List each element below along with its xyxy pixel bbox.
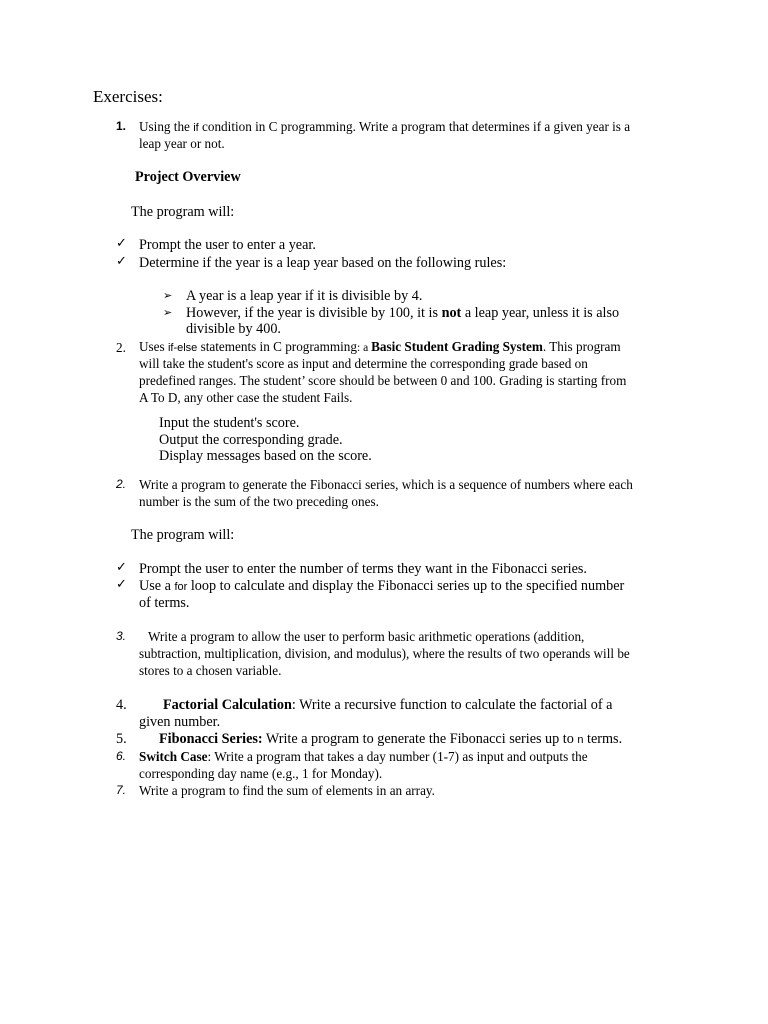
item-5-number: 5. <box>116 731 127 747</box>
check-icon: ✓ <box>116 577 127 592</box>
item-7-number: 7. <box>116 783 127 797</box>
check-icon: ✓ <box>116 254 127 269</box>
overview-item-2: Determine if the year is a leap year based on the following rules: <box>139 255 507 271</box>
exercise-4-line-2: subtraction, multiplication, division, and modulus), where the results of two operands will be <box>139 646 630 661</box>
exercise-4-number: 3. <box>116 629 127 643</box>
check-icon: ✓ <box>116 560 127 575</box>
exercise-4-line-3: stores to a chosen variable. <box>139 663 282 678</box>
exercise-2-number: 2. <box>116 340 126 355</box>
exercise-2-line-2: will take the student's score as input and determine the corresponding grade based on <box>139 356 588 371</box>
rule-2-line-2: divisible by 400. <box>186 321 281 337</box>
arrow-bullet-icon: ➢ <box>163 289 173 302</box>
exercise-1-number: 1. <box>116 119 127 133</box>
program-will-intro-2: The program will: <box>131 527 235 543</box>
exercise-1-line-2: leap year or not. <box>139 136 225 151</box>
fibonacci-item-2-line-2: of terms. <box>139 595 190 611</box>
rule-2-line-1: However, if the year is divisible by 100, it is not a leap year, unless it is also <box>186 305 620 321</box>
rule-1: A year is a leap year if it is divisible by 4. <box>186 288 423 304</box>
exercise-2-line-1: Uses if-else statements in C programming: a Basic Student Grading System. This program <box>139 339 621 354</box>
exercise-2-line-3: predefined ranges. The student’ score should be between 0 and 100. Grading is starting from <box>139 373 627 388</box>
item-6-line-2: corresponding day name (e.g., 1 for Monday). <box>139 766 383 781</box>
item-5-line: Fibonacci Series: Write a program to generate the Fibonacci series up to n terms. <box>159 731 623 747</box>
item-4-number: 4. <box>116 697 127 713</box>
exercise-3-line-1: Write a program to generate the Fibonacci series, which is a sequence of numbers where each <box>139 477 633 492</box>
project-overview-title: Project Overview <box>135 169 241 185</box>
item-7-line: Write a program to find the sum of elements in an array. <box>139 783 435 798</box>
exercise-3-line-2: number is the sum of the two preceding ones. <box>139 494 379 509</box>
grading-task-2: Output the corresponding grade. <box>159 432 343 448</box>
item-6-line-1: Switch Case: Write a program that takes a day number (1-7) as input and outputs the <box>139 749 588 764</box>
grading-task-1: Input the student's score. <box>159 415 300 431</box>
exercise-3-number: 2. <box>116 477 127 491</box>
page-heading: Exercises: <box>93 87 163 106</box>
fibonacci-item-1: Prompt the user to enter the number of terms they want in the Fibonacci series. <box>139 561 587 577</box>
item-6-number: 6. <box>116 749 127 763</box>
program-will-intro-1: The program will: <box>131 204 235 220</box>
item-4-line-1: Factorial Calculation: Write a recursive function to calculate the factorial of a <box>163 697 613 713</box>
grading-task-3: Display messages based on the score. <box>159 448 372 464</box>
overview-item-1: Prompt the user to enter a year. <box>139 237 316 253</box>
exercise-1-line-1: Using the if condition in C programming. Write a program that determines if a given year is a <box>139 119 631 134</box>
fibonacci-item-2: Use a for loop to calculate and display the Fibonacci series up to the specified number <box>139 578 625 594</box>
item-4-line-2: given number. <box>139 714 221 730</box>
exercise-2-line-4: A To D, any other case the student Fails. <box>139 390 353 405</box>
arrow-bullet-icon: ➢ <box>163 306 173 319</box>
exercise-4-line-1: Write a program to allow the user to perform basic arithmetic operations (addition, <box>148 629 585 644</box>
check-icon: ✓ <box>116 236 127 251</box>
